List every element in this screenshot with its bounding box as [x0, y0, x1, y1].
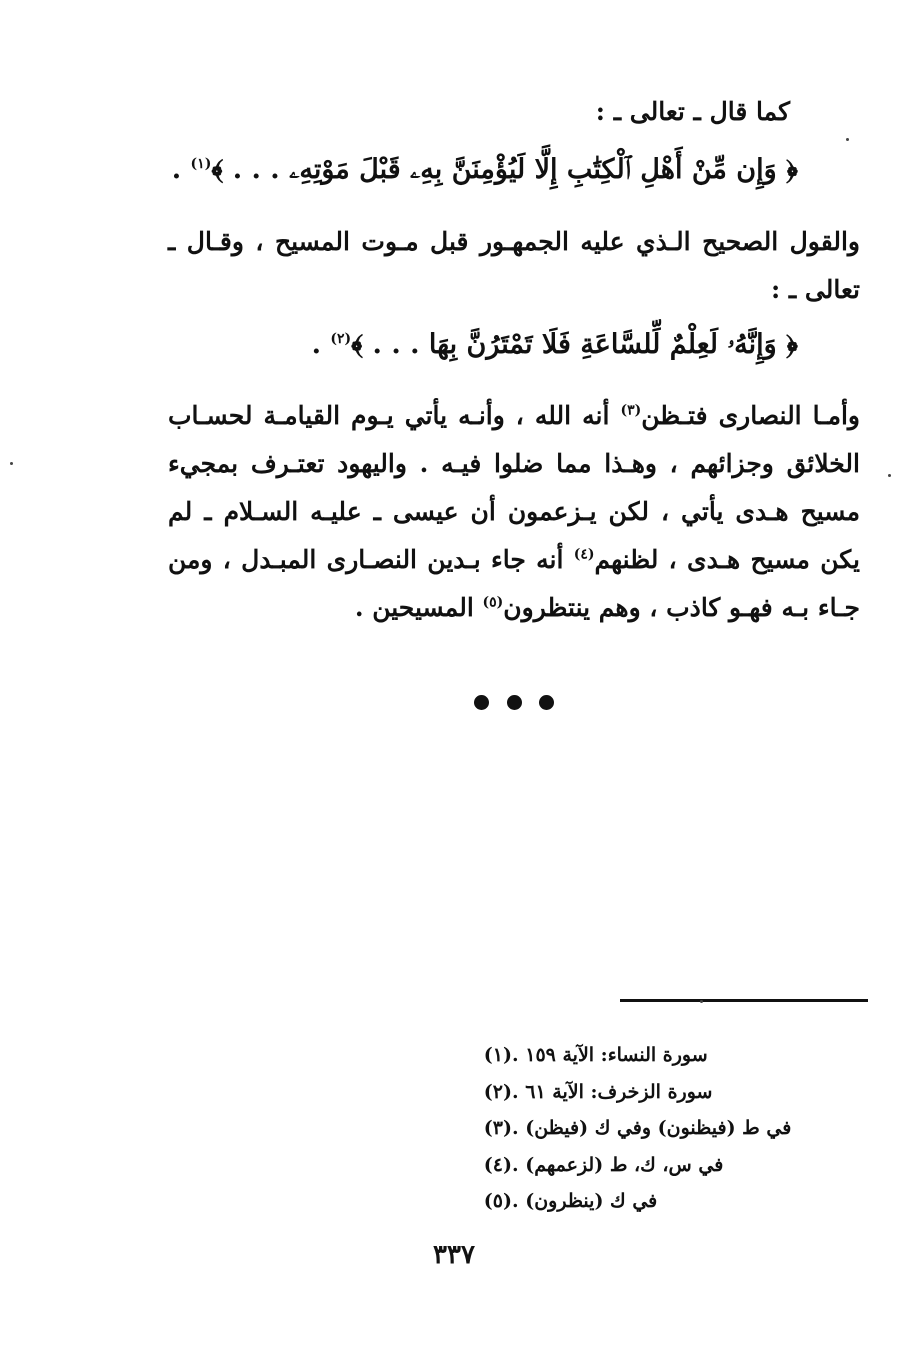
scan-speck [846, 138, 849, 141]
footnote-item [466, 1110, 866, 1147]
paragraph-1: والقول الصحيح الـذي عليه الجمهـور قبل مـوت المسيح ، وقـال ـ تعالى ـ : [168, 227, 860, 304]
footnote-item [466, 1037, 866, 1074]
intro-line: كما قال ـ تعالى ـ : [595, 97, 790, 126]
footnote-number: (٢) [483, 1080, 512, 1103]
verse-2-end: . [311, 329, 331, 360]
footnote-text: في ك (ينظرون) . [512, 1190, 658, 1212]
scan-speck [10, 462, 13, 465]
verse-2-text: ﴿ وَإِنَّهُۥ لَعِلْمٌ لِّلسَّاعَةِ فَلَا تَمْتَرُنَّ بِهَا . . . ﴾ [351, 329, 798, 360]
footnote-ref-5: (٥) [482, 594, 504, 611]
verse-1-text: ﴿ وَإِن مِّنْ أَهْلِ ٱلْكِتَٰبِ إِلَّا لَيُؤْمِنَنَّ بِهِۦ قَبْلَ مَوْتِهِۦ . . . ﴾ [211, 154, 798, 185]
page-number: ٣٣٧ [433, 1240, 475, 1270]
footnote-text: في س، ك، ط (لزعمهم) . [512, 1153, 724, 1176]
quran-verse-1 [98, 150, 798, 190]
footnote-number: (٤) [483, 1153, 512, 1176]
section-separator [474, 690, 554, 714]
scan-speck [888, 474, 891, 477]
paragraph-2-part-2: أنه الله ، وأنـه يأتي يـوم القيامـة لحسـاب الخلائق وجزائهم ، وهـذا مما ضلوا فيـه . واليهود تعتـرف بمجيء مسيح هـدى يأتي ، لكن يـزعمون أن عيسى ـ عليـه السـلام ـ لم يكن مسيح هـدى ، لظنهم [168, 401, 860, 574]
quran-verse-2 [98, 325, 798, 365]
paragraph-2-part-3: أنه جاء بـدين النصـارى المبـدل ، ومن جـاء بـه فهـو كاذب ، وهم ينتظرون [168, 545, 860, 622]
footnote-item [466, 1147, 866, 1184]
footnote-item [466, 1183, 866, 1220]
footnote-text: سورة الزخرف: الآية ٦١ . [512, 1080, 713, 1103]
paragraph-2-part-1: وأمـا النصارى فتـظن [641, 401, 860, 430]
footnote-number: (٥) [483, 1190, 512, 1212]
footnote-text: سورة النساء: الآية ١٥٩ . [512, 1044, 708, 1066]
footnote-number: (١) [483, 1044, 512, 1066]
footnote-ref-3: (٣) [620, 402, 642, 419]
paragraph-2 [168, 392, 860, 632]
footnote-text: في ط (فيظنون) وفي ك (فيظن) . [512, 1117, 792, 1139]
footnote-ref-4: (٤) [573, 546, 595, 563]
verse-1-footnote-ref: (١) [190, 156, 212, 172]
separator-dot-icon [474, 695, 489, 710]
footnote-number: (٣) [483, 1117, 512, 1139]
scan-speck [700, 1000, 703, 1003]
verse-2-footnote-ref: (٢) [330, 331, 352, 347]
separator-dot-icon [539, 695, 554, 710]
paragraph-2-part-4: المسيحين . [354, 593, 483, 622]
footnotes-list [466, 1037, 866, 1220]
separator-dot-icon [507, 695, 522, 710]
footnote-divider [620, 999, 868, 1002]
verse-1-end: . [171, 154, 191, 185]
footnote-item [466, 1074, 866, 1111]
